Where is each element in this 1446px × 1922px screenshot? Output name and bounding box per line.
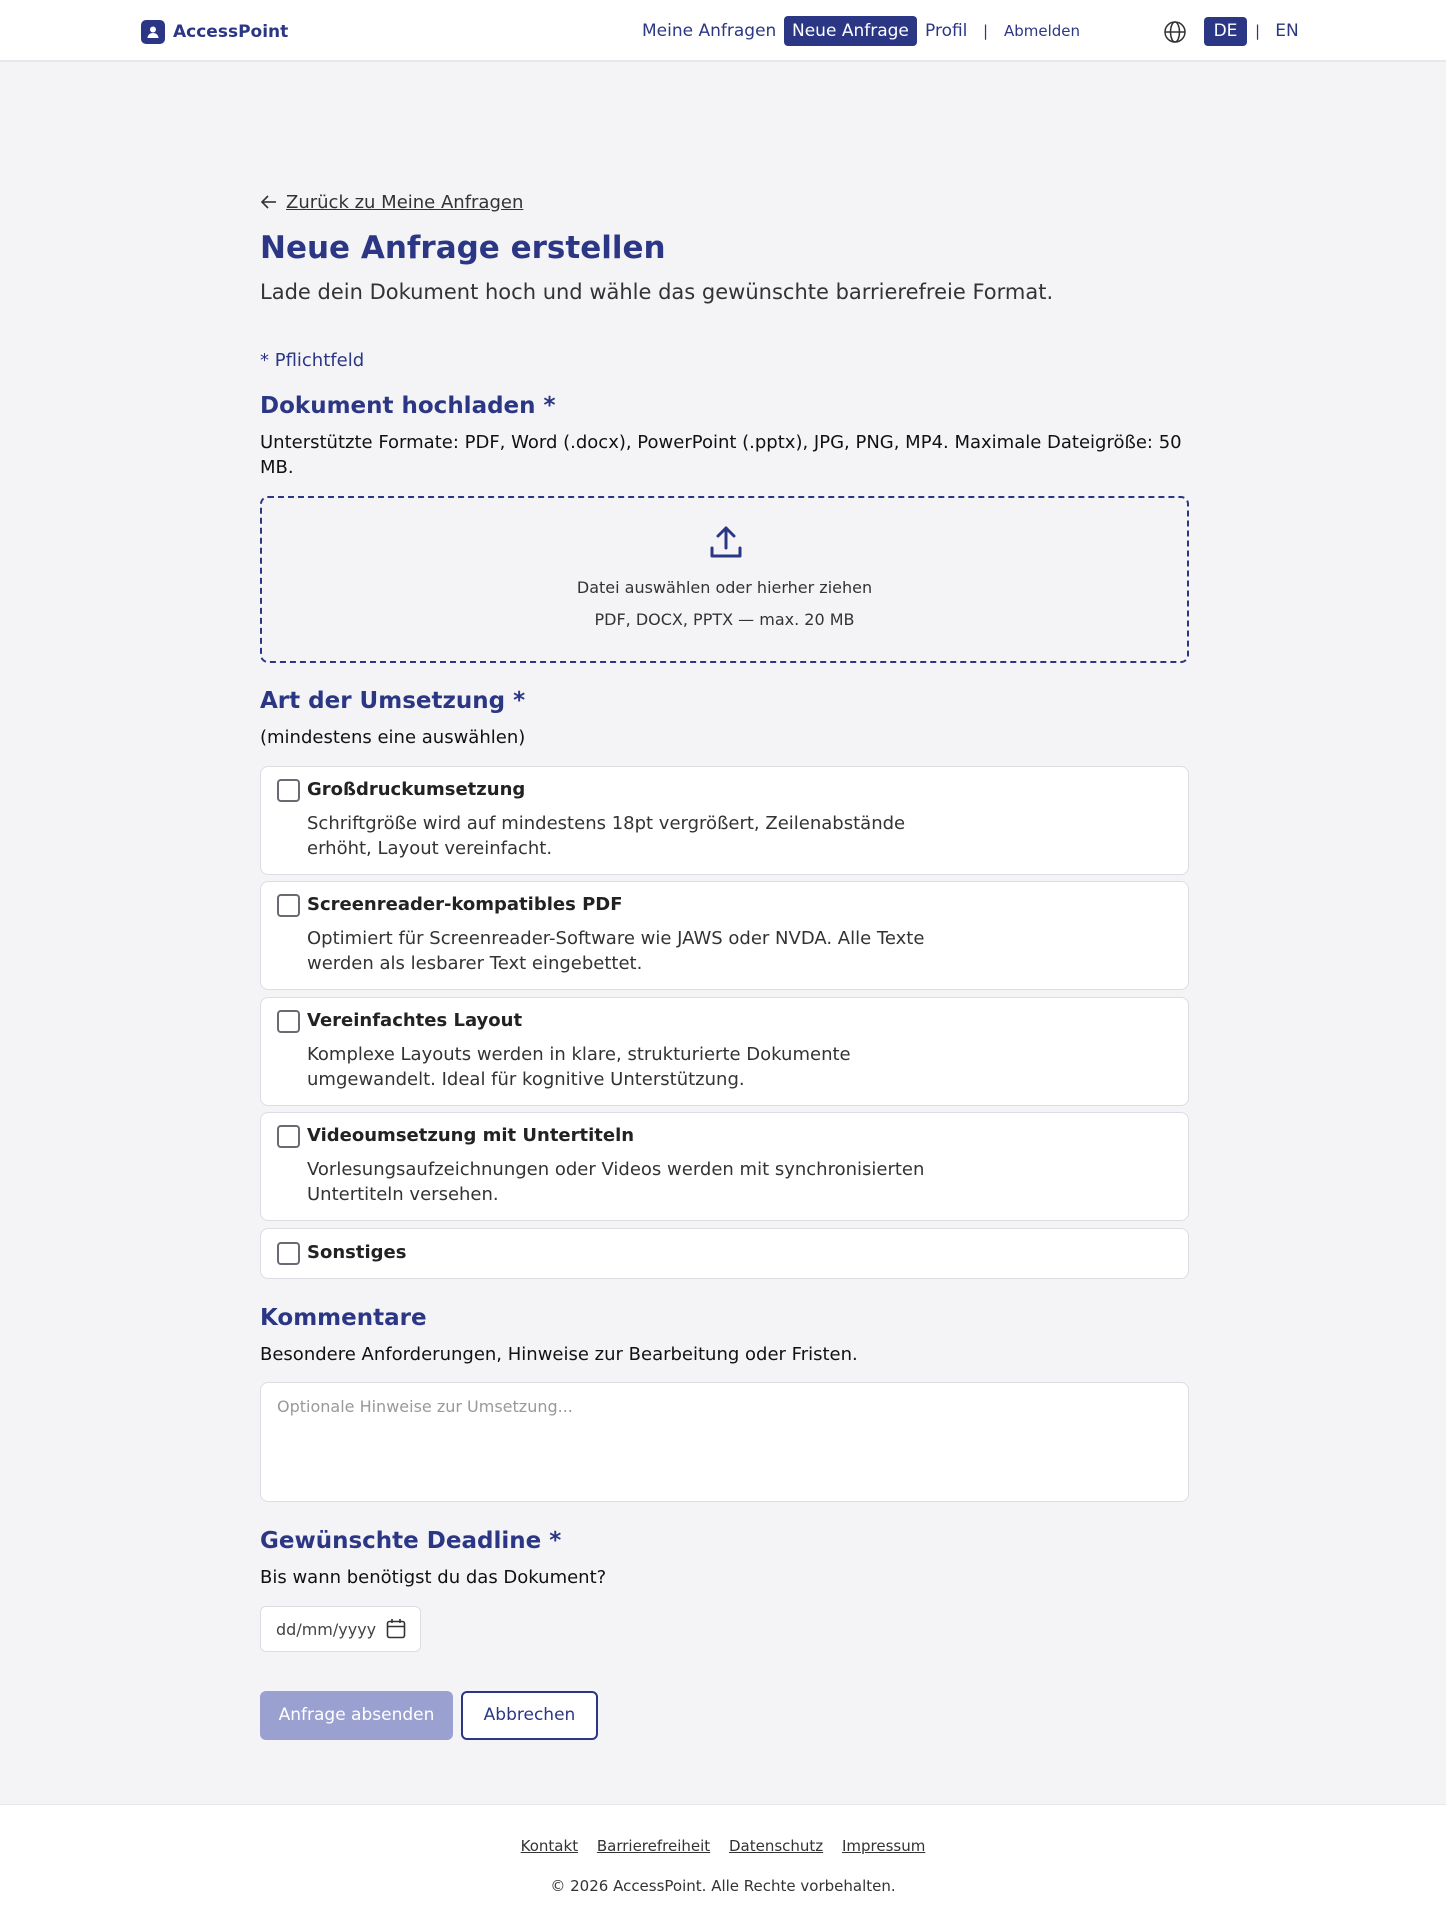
globe-icon[interactable]	[1163, 20, 1187, 44]
conversion-section-title: Art der Umsetzung *	[260, 688, 526, 714]
deadline-description: Bis wann benötigst du das Dokument?	[260, 1567, 607, 1588]
deadline-date-input[interactable]	[260, 1606, 421, 1652]
arrow-left-icon	[260, 193, 278, 211]
nav-separator: |	[983, 22, 989, 40]
option-label: Vereinfachtes Layout	[307, 1010, 523, 1031]
upload-icon	[706, 522, 746, 562]
option-label: Screenreader-kompatibles PDF	[307, 894, 623, 915]
comments-placeholder: Optionale Hinweise zur Umsetzung...	[277, 1397, 573, 1416]
back-link-label: Zurück zu Meine Anfragen	[286, 191, 524, 213]
option-video-subtitles[interactable]	[260, 1112, 1189, 1221]
option-label: Videoumsetzung mit Untertiteln	[307, 1125, 635, 1146]
footer-link-imprint[interactable]: Impressum	[841, 1837, 926, 1855]
required-field-note: * Pflichtfeld	[260, 350, 365, 371]
footer-copyright: © 2026 AccessPoint. Alle Rechte vorbehalten.	[550, 1877, 896, 1895]
conversion-hint: (mindestens eine auswählen)	[260, 727, 526, 748]
footer-link-privacy[interactable]: Datenschutz	[728, 1837, 824, 1855]
calendar-icon[interactable]	[386, 1618, 406, 1640]
lang-separator: |	[1255, 22, 1261, 40]
logo[interactable]	[141, 19, 288, 45]
option-description: Vorlesungsaufzeichnungen oder Videos werden mit synchronisierten Untertiteln versehen.	[307, 1159, 925, 1205]
option-label: Großdruckumsetzung	[307, 779, 526, 800]
logo-text: AccessPoint	[173, 22, 289, 42]
date-placeholder: dd/mm/yyyy	[276, 1619, 377, 1639]
option-description: Schriftgröße wird auf mindestens 18pt vergrößert, Zeilenabstände erhöht, Layout vereinfacht.	[307, 813, 906, 859]
comments-section-title: Kommentare	[260, 1305, 427, 1331]
footer	[0, 1804, 1446, 1922]
nav-logout[interactable]: Abmelden	[1004, 22, 1081, 40]
lang-de-button[interactable]: DE	[1204, 17, 1247, 46]
user-badge-icon	[141, 20, 165, 44]
nav-new-request[interactable]: Neue Anfrage	[784, 16, 917, 46]
option-large-print[interactable]	[260, 766, 1189, 875]
dropzone-hint: PDF, DOCX, PPTX — max. 20 MB	[594, 610, 855, 629]
file-dropzone[interactable]	[260, 496, 1189, 663]
lang-en-button[interactable]: EN	[1275, 21, 1299, 41]
nav-profile[interactable]: Profil	[925, 21, 968, 41]
upload-description: Unterstützte Formate: PDF, Word (.docx), PowerPoint (.pptx), JPG, PNG, MP4. Maximale Dateigröße: 50 MB.	[260, 432, 1182, 478]
page-title: Neue Anfrage erstellen	[260, 230, 666, 266]
option-screenreader-pdf[interactable]	[260, 881, 1189, 990]
dropzone-text: Datei auswählen oder hierher ziehen	[576, 578, 873, 597]
footer-link-contact[interactable]: Kontakt	[520, 1837, 579, 1855]
top-navigation-bar	[0, 0, 1446, 62]
footer-links	[0, 1837, 1446, 1855]
option-label: Sonstiges	[307, 1242, 407, 1263]
option-checkbox[interactable]	[277, 1125, 300, 1148]
option-simplified-layout[interactable]	[260, 997, 1189, 1106]
option-checkbox[interactable]	[277, 894, 300, 917]
option-description: Komplexe Layouts werden in klare, strukturierte Dokumente umgewandelt. Ideal für kognitive Unterstützung.	[307, 1044, 851, 1090]
page-subtitle: Lade dein Dokument hoch und wähle das gewünschte barrierefreie Format.	[260, 280, 1054, 304]
footer-link-accessibility[interactable]: Barrierefreiheit	[596, 1837, 711, 1855]
cancel-button[interactable]: Abbrechen	[461, 1691, 598, 1740]
upload-section-title: Dokument hochladen *	[260, 393, 556, 419]
option-checkbox[interactable]	[277, 1242, 300, 1265]
submit-request-button[interactable]: Anfrage absenden	[260, 1691, 453, 1740]
deadline-section-title: Gewünschte Deadline *	[260, 1528, 562, 1554]
option-other[interactable]	[260, 1228, 1189, 1279]
option-checkbox[interactable]	[277, 779, 300, 802]
comments-description: Besondere Anforderungen, Hinweise zur Bearbeitung oder Fristen.	[260, 1344, 858, 1365]
option-checkbox[interactable]	[277, 1010, 300, 1033]
comments-textarea[interactable]	[260, 1382, 1189, 1502]
nav-my-requests[interactable]: Meine Anfragen	[642, 21, 777, 41]
back-link[interactable]	[260, 190, 523, 214]
option-description: Optimiert für Screenreader-Software wie JAWS oder NVDA. Alle Texte werden als lesbarer Text eingebettet.	[307, 928, 925, 974]
